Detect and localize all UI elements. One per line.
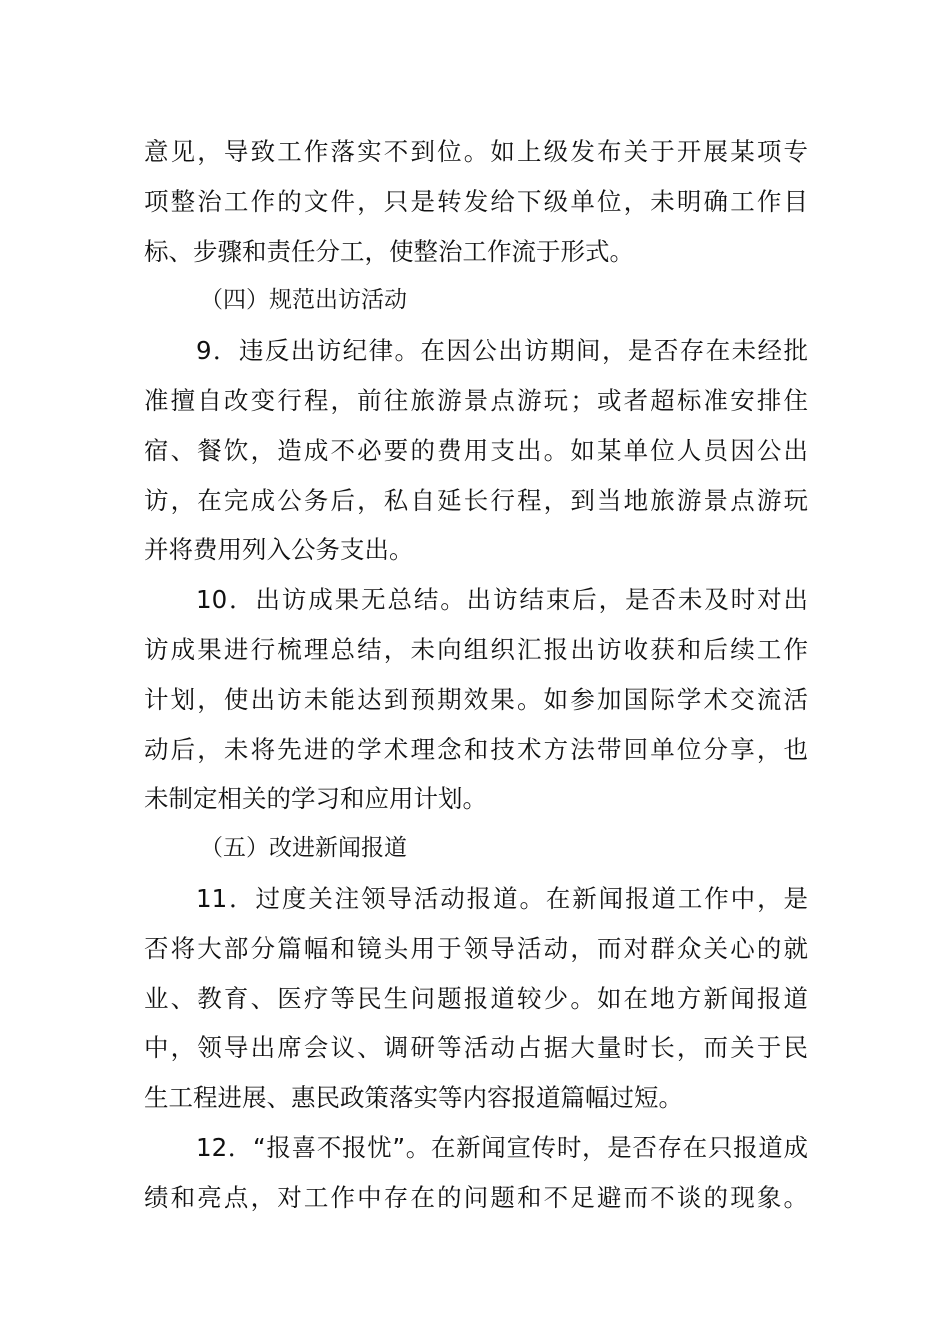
body-line: 未制定相关的学习和应用计划。 xyxy=(144,784,487,814)
item-12-title-line: 12．“报喜不报忧”。在新闻宣传时，是否存在只报道成 xyxy=(196,1132,808,1162)
item-11-title-line: 11．过度关注领导活动报道。在新闻报道工作中，是 xyxy=(196,883,808,913)
item-10-title-line: 10．出访成果无总结。出访结束后，是否未及时对出 xyxy=(196,585,808,615)
body-line: 并将费用列入公务支出。 xyxy=(144,535,414,565)
body-line: 项整治工作的文件，只是转发给下级单位，未明确工作目 xyxy=(144,186,808,216)
body-line: 否将大部分篇幅和镜头用于领导活动，而对群众关心的就 xyxy=(144,933,808,963)
body-line: 访成果进行梳理总结，未向组织汇报出访收获和后续工作 xyxy=(144,634,808,664)
body-line: 宿、餐饮，造成不必要的费用支出。如某单位人员因公出 xyxy=(144,435,808,465)
document-body xyxy=(144,127,808,1223)
body-line: 动后，未将先进的学术理念和技术方法带回单位分享，也 xyxy=(144,734,808,764)
body-line: 生工程进展、惠民政策落实等内容报道篇幅过短。 xyxy=(144,1083,683,1113)
body-line: 绩和亮点，对工作中存在的问题和不足避而不谈的现象。 xyxy=(144,1182,808,1212)
item-9-title-line: 9．违反出访纪律。在因公出访期间，是否存在未经批 xyxy=(196,336,808,366)
section-heading-4: （四）规范出访活动 xyxy=(200,287,407,314)
section-heading-5: （五）改进新闻报道 xyxy=(200,835,407,862)
body-line: 准擅自改变行程，前往旅游景点游玩；或者超标准安排住 xyxy=(144,385,808,415)
body-line: 计划，使出访未能达到预期效果。如参加国际学术交流活 xyxy=(144,684,808,714)
body-line: 标、步骤和责任分工，使整治工作流于形式。 xyxy=(144,236,634,266)
body-line: 业、教育、医疗等民生问题报道较少。如在地方新闻报道 xyxy=(144,983,808,1013)
body-line: 中，领导出席会议、调研等活动占据大量时长，而关于民 xyxy=(144,1033,808,1063)
body-line: 意见，导致工作落实不到位。如上级发布关于开展某项专 xyxy=(144,137,808,166)
body-line: 访，在完成公务后，私自延长行程，到当地旅游景点游玩 xyxy=(144,485,808,515)
